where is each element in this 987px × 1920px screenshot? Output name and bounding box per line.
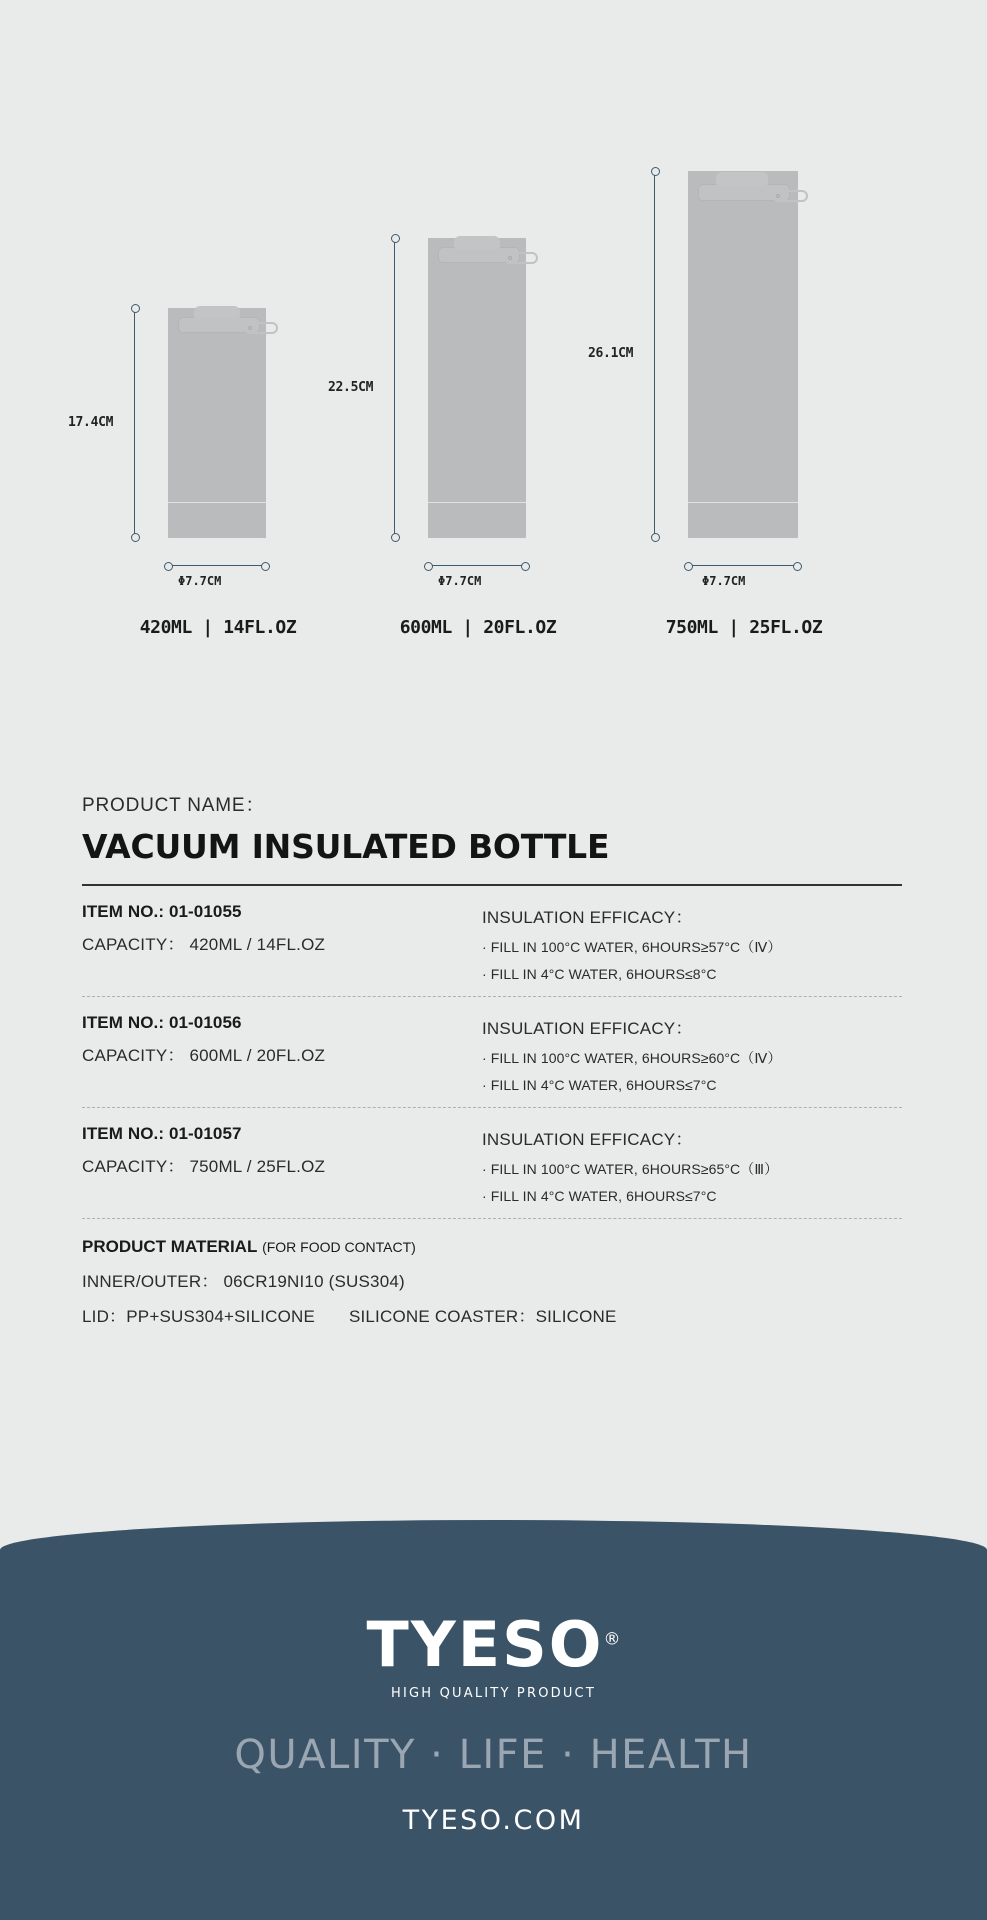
registered-trademark-icon: ®	[603, 1629, 621, 1650]
footer-slogan: QUALITY · LIFE · HEALTH	[234, 1732, 753, 1778]
bottle-cap	[716, 172, 768, 186]
bottle-body	[428, 270, 526, 538]
diameter-dimension-line-750ml	[688, 565, 798, 566]
efficacy-line: · FILL IN 4°C WATER, 6HOURS≤8°C	[482, 966, 717, 982]
material-lid: LID：PP+SUS304+SILICONE	[82, 1307, 316, 1326]
item-capacity: CAPACITY： 750ML / 25FL.OZ	[82, 1157, 326, 1176]
height-dimension-line-600ml	[394, 238, 395, 538]
bottle-cap	[454, 236, 500, 249]
material-section	[82, 1219, 902, 1327]
efficacy-line: · FILL IN 100°C WATER, 6HOURS≥65°C（Ⅲ）	[482, 1161, 779, 1177]
bottle-body-line	[168, 502, 266, 503]
bottle-body	[168, 340, 266, 538]
bottle-body-line	[428, 502, 526, 503]
spec-row-right	[482, 1013, 902, 1093]
efficacy-title: INSULATION EFFICACY：	[482, 1019, 693, 1038]
bottle-cap	[194, 306, 240, 319]
material-inner-outer: INNER/OUTER： 06CR19NI10 (SUS304)	[82, 1272, 405, 1291]
diameter-dimension-line-420ml	[168, 565, 266, 566]
height-dimension-line-420ml	[134, 308, 135, 538]
bottle-illustration-750ml	[688, 171, 798, 538]
bottle-hinge-dot	[248, 326, 252, 330]
bottle-body-line	[688, 502, 798, 503]
bottle-hinge-dot	[508, 256, 512, 260]
capacity-label-750ml: 750ML | 25FL.OZ	[665, 617, 823, 638]
footer-banner	[0, 1520, 987, 1920]
item-capacity: CAPACITY： 420ML / 14FL.OZ	[82, 935, 326, 954]
bottle-diagram-420ml	[68, 208, 350, 638]
height-label-750ml: 26.1CM	[588, 346, 634, 361]
efficacy-line: · FILL IN 100°C WATER, 6HOURS≥60°C（Ⅳ）	[482, 1050, 782, 1066]
material-title-bold: PRODUCT MATERIAL	[82, 1237, 258, 1256]
diameter-dimension-line-600ml	[428, 565, 526, 566]
efficacy-title: INSULATION EFFICACY：	[482, 908, 693, 927]
footer-website[interactable]: TYESO.COM	[402, 1805, 585, 1836]
specifications-section	[82, 790, 902, 1327]
item-number: ITEM NO.: 01-01057	[82, 1124, 242, 1143]
material-title-note: (FOR FOOD CONTACT)	[262, 1239, 416, 1255]
efficacy-line: · FILL IN 4°C WATER, 6HOURS≤7°C	[482, 1188, 717, 1204]
spec-row-left	[82, 902, 482, 982]
brand-logo	[0, 1608, 987, 1681]
height-label-600ml: 22.5CM	[328, 380, 374, 395]
efficacy-title: INSULATION EFFICACY：	[482, 1130, 693, 1149]
material-title	[82, 1237, 902, 1257]
spec-row-left	[82, 1013, 482, 1093]
size-diagram	[0, 0, 987, 700]
footer-content	[0, 1520, 987, 1920]
capacity-label-600ml: 600ML | 20FL.OZ	[399, 617, 557, 638]
spec-row-left	[82, 1124, 482, 1204]
product-name-label: PRODUCT NAME：	[82, 795, 266, 816]
material-lid-coaster	[82, 1302, 902, 1327]
item-number: ITEM NO.: 01-01055	[82, 902, 242, 921]
efficacy-line: · FILL IN 100°C WATER, 6HOURS≥57°C（Ⅳ）	[482, 939, 782, 955]
bottle-diagram-600ml	[328, 108, 610, 638]
spec-row-right	[482, 1124, 902, 1204]
bottle-illustration-600ml	[428, 238, 526, 538]
diameter-label-420ml: Φ7.7CM	[178, 574, 222, 588]
item-capacity: CAPACITY： 600ML / 20FL.OZ	[82, 1046, 326, 1065]
spec-row	[82, 886, 902, 996]
bottle-diagram-750ml	[588, 38, 870, 638]
brand-tagline: HIGH QUALITY PRODUCT	[391, 1686, 596, 1701]
height-dimension-line-750ml	[654, 171, 655, 538]
brand-name: TYESO	[366, 1608, 604, 1681]
diameter-label-600ml: Φ7.7CM	[438, 574, 482, 588]
efficacy-line: · FILL IN 4°C WATER, 6HOURS≤7°C	[482, 1077, 717, 1093]
height-label-420ml: 17.4CM	[68, 415, 114, 430]
spec-row	[82, 1108, 902, 1218]
bottle-body	[688, 208, 798, 538]
diameter-label-750ml: Φ7.7CM	[702, 574, 746, 588]
spec-row	[82, 997, 902, 1107]
bottle-illustration-420ml	[168, 308, 266, 538]
item-number: ITEM NO.: 01-01056	[82, 1013, 242, 1032]
spec-row-right	[482, 902, 902, 982]
material-coaster: SILICONE COASTER：SILICONE	[348, 1307, 617, 1326]
capacity-label-420ml: 420ML | 14FL.OZ	[139, 617, 297, 638]
bottle-hinge-dot	[776, 194, 780, 198]
page-title: VACUUM INSULATED BOTTLE	[82, 827, 610, 866]
